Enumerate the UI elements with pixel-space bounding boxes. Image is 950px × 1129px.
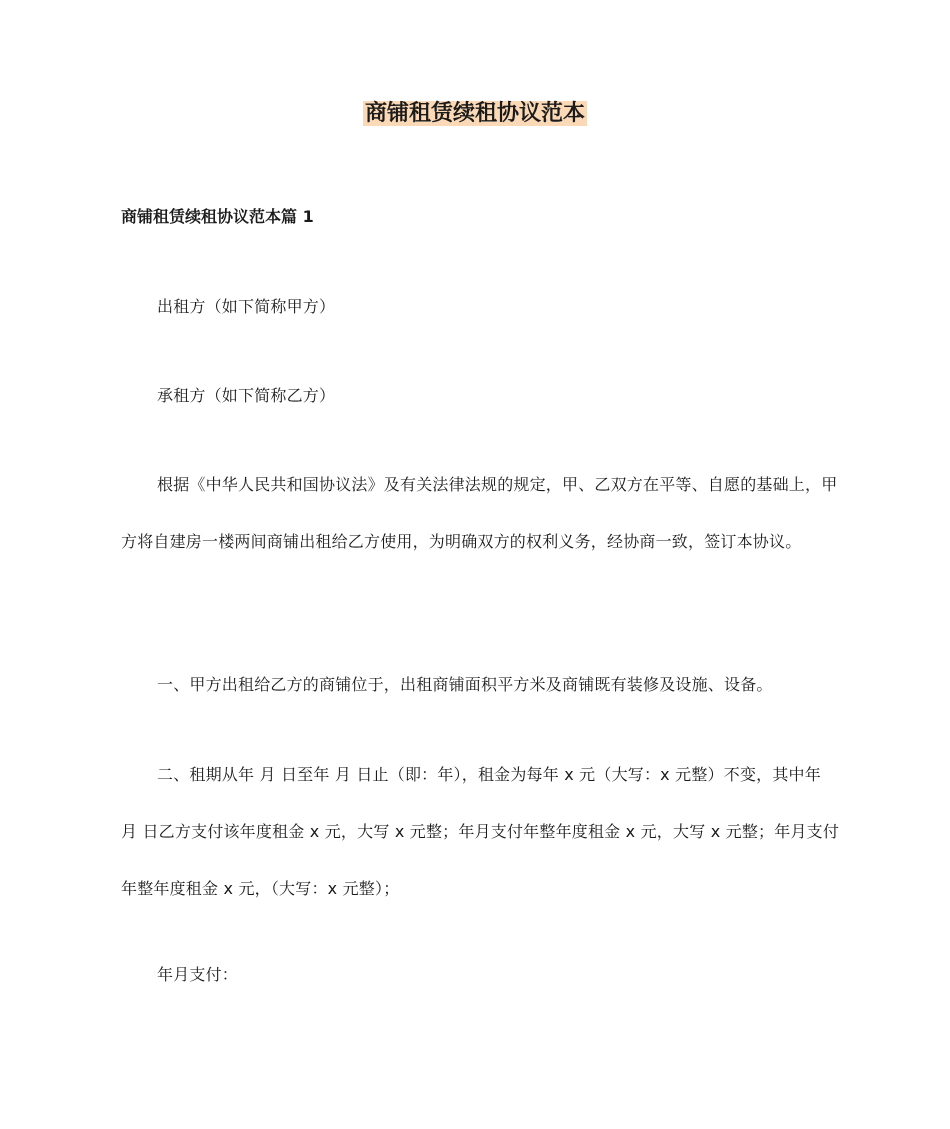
paragraph-lessor: 出租方（如下简称甲方） [157,297,336,316]
section-heading: 商铺租赁续租协议范本篇 1 [121,207,314,226]
document-title-text: 商铺租赁续租协议范本 [364,101,585,126]
paragraph-clause-1: 一、甲方出租给乙方的商铺位于，出租商铺面积平方米及商铺既有装修及设施、设备。 [157,675,773,694]
paragraph-payment: 年月支付： [157,965,239,984]
paragraph-clause-2: 二、租期从年 月 日至年 月 日止（即：年），租金为每年 x 元（大写：x 元整）不变，其中年 月 日乙方支付该年度租金 x 元，大写 x 元整；年月支付年整年度租金 x 元，大写 x 元整；年月支付年整年度租金 x 元，（大写：x 元整）； [121,765,840,898]
paragraph-lessee: 承租方（如下简称乙方） [157,386,336,405]
paragraph-preamble: 根据《中华人民共和国协议法》及有关法律法规的规定，甲、乙双方在平等、自愿的基础上，甲方将自建房一楼两间商铺出租给乙方使用，为明确双方的权利义务，经协商一致，签订本协议。 [121,475,838,551]
document-title [0,96,950,132]
